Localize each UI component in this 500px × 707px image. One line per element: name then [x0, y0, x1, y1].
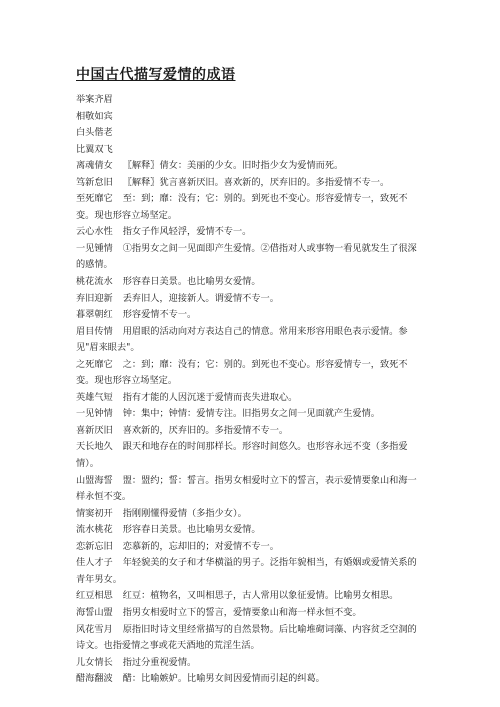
idiom-definition: 指刚刚懂得爱情（多指少女）。	[122, 507, 247, 519]
idiom-term: 离魂倩女	[76, 160, 113, 172]
idiom-term: 之死靡它	[76, 358, 113, 370]
idiom-entry	[76, 241, 424, 274]
idiom-entry	[76, 307, 424, 324]
idiom-definition: 丢弃旧人，迎接新人。谓爱情不专一。	[122, 292, 279, 304]
idiom-entry	[76, 175, 424, 192]
idiom-term: 笃新怠旧	[76, 176, 113, 188]
idiom-entry	[76, 539, 424, 556]
idiom-term: 喜新厌旧	[76, 424, 113, 436]
idiom-entry	[76, 390, 424, 407]
idiom-term: 山盟海誓	[76, 474, 113, 486]
idiom-term: 白头偕老	[76, 127, 113, 139]
idiom-definition: 〖解释〗倩女：美丽的少女。旧时指少女为爱情而死。	[122, 160, 344, 172]
idiom-term: 醋海翻波	[76, 673, 113, 685]
idiom-entry	[76, 92, 424, 109]
idiom-entry	[76, 473, 424, 506]
idiom-entry	[76, 655, 424, 672]
idiom-definition: 用眉眼的活动向对方表达自己的情意。常用来形容用眼色表示爱情。参见"眉来眼去"。	[76, 325, 408, 354]
idiom-term: 桃花流水	[76, 276, 113, 288]
idiom-term: 风花雪月	[76, 623, 113, 635]
idiom-term: 儿女情长	[76, 656, 113, 668]
idiom-term: 情窦初开	[76, 507, 113, 519]
idiom-definition: 形容春日美景。也比喻男女爱情。	[122, 276, 261, 288]
idiom-definition: 形容爱情不专一。	[122, 309, 197, 321]
idiom-entry	[76, 125, 424, 142]
idiom-entry	[76, 109, 424, 126]
idiom-term: 比翼双飞	[76, 143, 113, 155]
idiom-definition: 红豆：植物名，又叫相思子，古人常用以象征爱情。比喻男女相思。	[122, 590, 399, 602]
idiom-entry	[76, 671, 424, 688]
idiom-entry	[76, 506, 424, 523]
page-title: 中国古代描写爱情的成语	[76, 67, 236, 83]
idiom-term: 恋新忘旧	[76, 540, 113, 552]
idiom-definition: 恋慕新的，忘却旧的；对爱情不专一。	[122, 540, 279, 552]
idiom-entry	[76, 588, 424, 605]
idiom-definition: 〖解释〗犹言喜新厌旧。喜欢新的，厌弃旧的。多指爱情不专一。	[122, 176, 390, 188]
idiom-definition: 原指旧时诗文里经常描写的自然景物。后比喻堆砌词藻、内容贫乏空洞的诗文。也指爱情之事或花天酒地的荒淫生活。	[76, 623, 417, 652]
idiom-definition: 指有才能的人因沉迷于爱情而丧失进取心。	[122, 391, 298, 403]
idiom-term: 云心水性	[76, 226, 113, 238]
idiom-term: 红豆相思	[76, 590, 113, 602]
idiom-list	[76, 92, 424, 688]
idiom-term: 天长地久	[76, 441, 113, 453]
idiom-definition: 喜欢新的，厌弃旧的。多指爱情不专一。	[122, 424, 289, 436]
idiom-definition: 醋：比喻嫉妒。比喻男女间因爱情而引起的纠葛。	[122, 673, 325, 685]
idiom-term: 眉目传情	[76, 325, 113, 337]
idiom-definition: 钟：集中；钟情：爱情专注。旧指男女之间一见面就产生爱情。	[122, 408, 380, 420]
idiom-definition: 形容春日美景。也比喻男女爱情。	[122, 524, 261, 536]
idiom-entry	[76, 324, 424, 357]
idiom-entry	[76, 622, 424, 655]
idiom-entry	[76, 142, 424, 159]
idiom-entry	[76, 555, 424, 588]
idiom-entry	[76, 274, 424, 291]
idiom-entry	[76, 158, 424, 175]
idiom-definition: 盟：盟约；誓：誓言。指男女相爱时立下的誓言，表示爱情要象山和海一样永恒不变。	[76, 474, 417, 503]
idiom-term: 英雄气短	[76, 391, 113, 403]
idiom-term: 一见锺情	[76, 242, 113, 254]
idiom-entry	[76, 406, 424, 423]
idiom-entry	[76, 439, 424, 472]
idiom-definition: 指女子作风轻浮，爱情不专一。	[122, 226, 252, 238]
idiom-entry	[76, 605, 424, 622]
idiom-definition: 之：到；靡：没有；它：别的。到死也不变心。形容爱情专一，致死不变。现也形容立场坚定。	[76, 358, 408, 387]
idiom-entry	[76, 423, 424, 440]
idiom-term: 至死靡它	[76, 193, 113, 205]
idiom-term: 弃旧迎新	[76, 292, 113, 304]
idiom-term: 佳人才子	[76, 557, 113, 569]
idiom-entry	[76, 191, 424, 224]
idiom-term: 一见钟情	[76, 408, 113, 420]
idiom-term: 海誓山盟	[76, 606, 113, 618]
idiom-term: 暮翠朝红	[76, 309, 113, 321]
idiom-definition: 指过分重视爱情。	[122, 656, 197, 668]
idiom-definition: 指男女相爱时立下的誓言，爱情要象山和海一样永恒不变。	[122, 606, 362, 618]
idiom-entry	[76, 522, 424, 539]
idiom-definition: ①指男女之间一见面即产生爱情。②借指对人或事物一看见就发生了很深的感情。	[76, 242, 417, 271]
idiom-term: 举案齐眉	[76, 94, 113, 105]
idiom-term: 流水桃花	[76, 524, 113, 536]
idiom-definition: 年轻貌美的女子和才华横溢的男子。泛指年貌相当，有婚姻或爱情关系的青年男女。	[76, 557, 417, 585]
idiom-definition: 跟天和地存在的时间那样长。形容时间悠久。也形容永远不变（多指爱情）。	[76, 441, 408, 470]
idiom-entry	[76, 357, 424, 390]
idiom-term: 相敬如宾	[76, 110, 113, 122]
idiom-definition: 至：到；靡：没有；它：别的。到死也不变心。形容爱情专一，致死不变。现也形容立场坚定。	[76, 193, 408, 221]
idiom-entry	[76, 291, 424, 308]
idiom-entry	[76, 224, 424, 241]
